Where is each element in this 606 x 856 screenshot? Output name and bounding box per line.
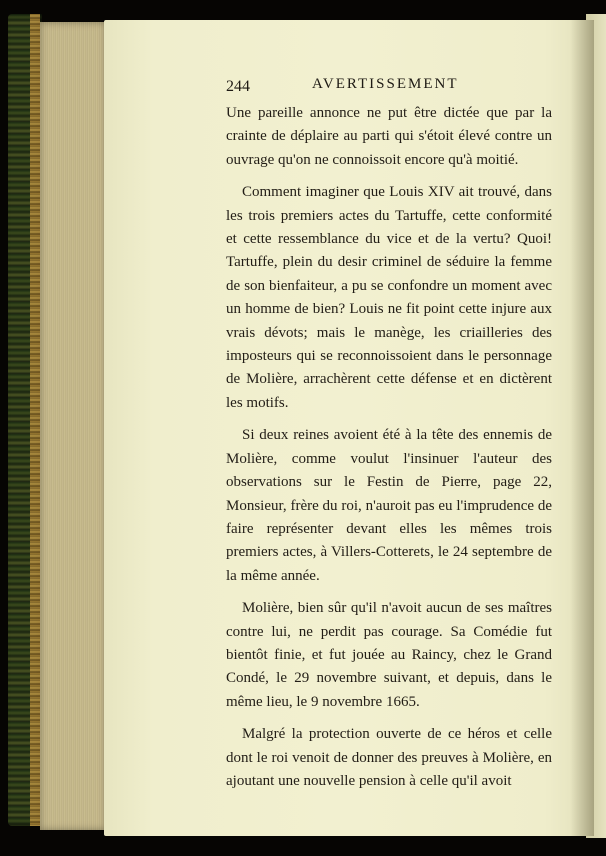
- running-title: AVERTISSEMENT: [312, 76, 459, 92]
- paragraph-5: Malgré la protection ouverte de ce héros et celle dont le roi venoit de donner des preuves à Molière, en ajoutant une nouvelle pension à celle qu'il avoit: [226, 726, 552, 789]
- page-gutter-shadow: [570, 20, 594, 836]
- paragraph-2: Comment imaginer que Louis XIV ait trouvé, dans les trois premiers actes du Tartuffe, cette conformité et cette ressemblance du vice et de la vertu? Quoi! Tartuffe, plein du desir criminel de séduire la femme de son bienfaiteur, a pu se confondre un moment avec un homme de bien? Louis ne fit point cette injure aux vrais dévots; mais le manège, les criailleries des imposteurs qui se reconnoissoient dans le personnage de Molière, arrachèrent cette défense et en dictèrent les motifs.: [226, 184, 552, 411]
- paragraph-3: Si deux reines avoient été à la tête des ennemis de Molière, comme voulut l'insinuer l'auteur des observations sur le Festin de Pierre, page 22, Monsieur, frère du roi, n'auroit pas eu l'imprudence de faire représenter devant elles les mêmes trois premiers actes, à Villers-Cotterets, le 24 septembre de la même année.: [226, 427, 552, 584]
- page-edges: [40, 22, 106, 830]
- body-text: [226, 102, 552, 793]
- gilt-spine-edge: [30, 14, 40, 826]
- page-header: [226, 78, 566, 100]
- paragraph-1: Une pareille annonce ne put être dictée que par la crainte de déplaire au parti qui s'étoit élevé contre un ouvrage qu'on ne connoissoit encore qu'à moitié.: [226, 105, 552, 168]
- page-number: 244: [226, 78, 250, 95]
- paragraph-4: Molière, bien sûr qu'il n'avoit aucun de ses maîtres contre lui, ne perdit pas courage. Sa Comédie fut bientôt finie, et fut jouée au Raincy, chez le Grand Condé, le 29 novembre suivant, et depuis, dans le même lieu, le 9 novembre 1665.: [226, 600, 552, 710]
